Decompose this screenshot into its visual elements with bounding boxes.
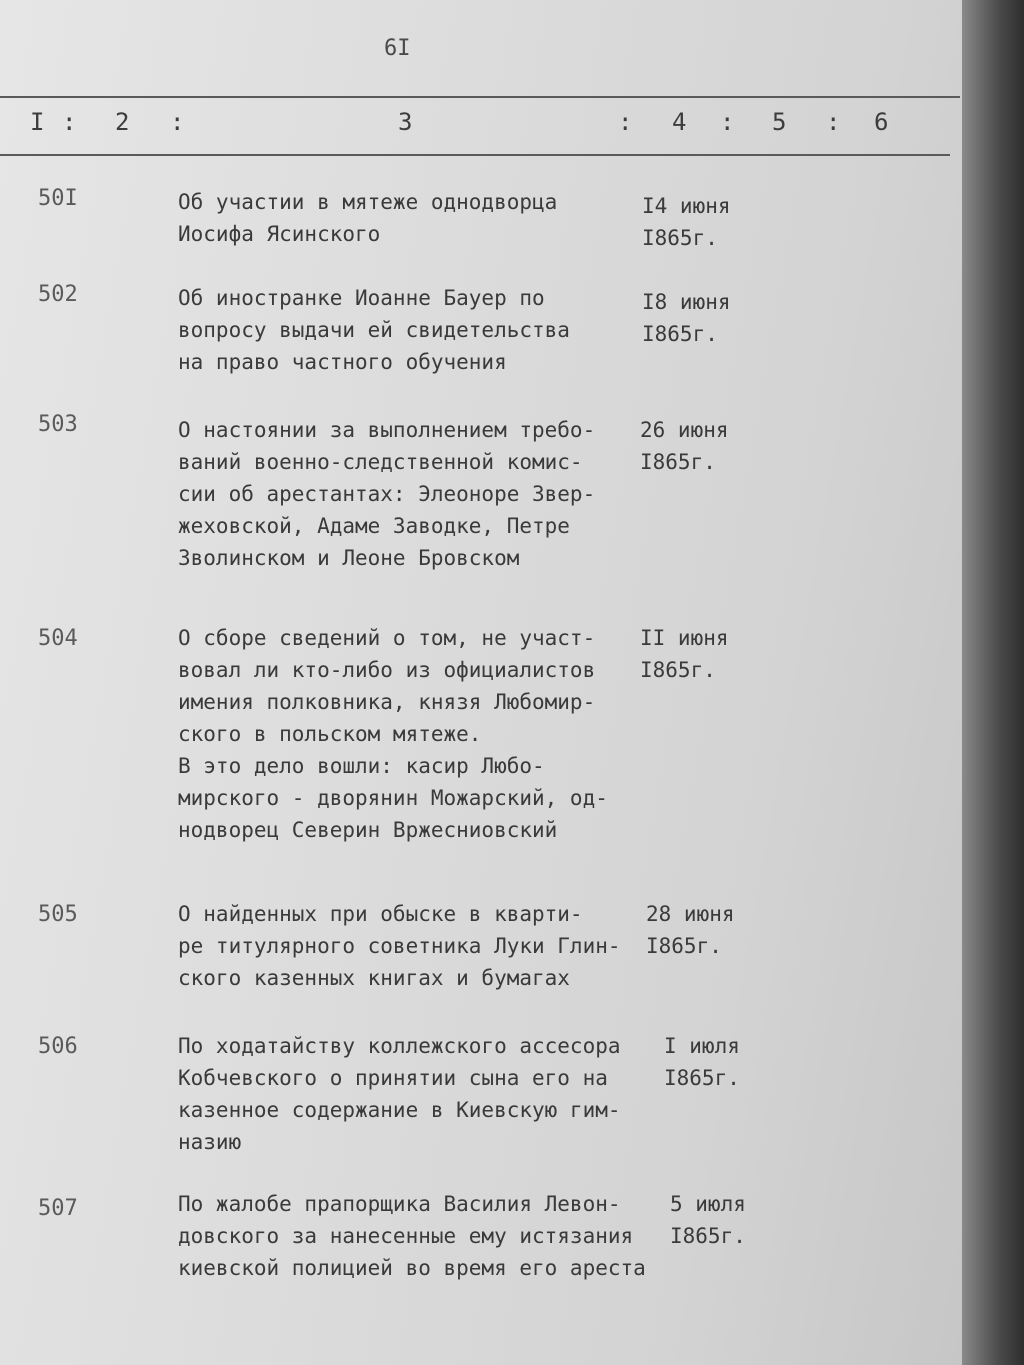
- header-col2: 2: [115, 108, 130, 136]
- entry-text: О сборе сведений о том, не участ- вовал ли кто-либо из официалистов имения полковника, князя Любомир- ского в польском мятеже. В это дело вошли: касир Любо- мирского - дворянин Можарский, од- нодворец Северин Вржесниовский: [178, 626, 608, 842]
- entry-text: О настоянии за выполнением требо- ваний военно-следственной комис- сии об арестантах: Элеоноре Звер- жеховской, Адаме Заводке, Петре Зволинском и Леоне Бровском: [178, 418, 596, 570]
- entry-number: 502: [38, 282, 78, 307]
- entry-text: О найденных при обыске в кварти- ре титулярного советника Луки Глин- ского казенных книгах и бумагах: [178, 902, 621, 990]
- entry-text: Об участии в мятеже однодворца Иосифа Ясинского: [178, 190, 558, 246]
- header-top-rule: [0, 96, 960, 98]
- page-number: 6I: [384, 36, 411, 61]
- entry-date: II июня I865г.: [640, 626, 729, 682]
- entry-date: 28 июня I865г.: [646, 902, 735, 958]
- entry-number: 503: [38, 412, 78, 437]
- entry-text: Об иностранке Иоанне Бауер по вопросу выдачи ей свидетельства на право частного обучения: [178, 286, 570, 374]
- entry-text: По ходатайству коллежского ассесора Кобчевского о принятии сына его на казенное содержание в Киевскую гим- назию: [178, 1034, 621, 1154]
- header-sep2: :: [170, 108, 185, 136]
- header-sep3: :: [618, 108, 633, 136]
- header-sep4: :: [720, 108, 735, 136]
- header-col5: 5: [772, 108, 787, 136]
- entry-number: 50I: [38, 186, 78, 211]
- header-sep5: :: [826, 108, 841, 136]
- entry-date: 26 июня I865г.: [640, 418, 729, 474]
- page-edge-shadow: [962, 0, 1024, 1365]
- entry-date: I июля I865г.: [664, 1034, 740, 1090]
- header-col3: 3: [398, 108, 413, 136]
- entry-number: 504: [38, 626, 78, 651]
- entry-text: По жалобе прапорщика Василия Левон- довского за нанесенные ему истязания киевской полицией во время его ареста: [178, 1192, 646, 1280]
- header-col4: 4: [672, 108, 687, 136]
- entry-date: 5 июля I865г.: [670, 1192, 746, 1248]
- header-col6: 6: [874, 108, 889, 136]
- header-bottom-rule: [0, 154, 950, 156]
- entry-number: 506: [38, 1034, 78, 1059]
- entry-date: I8 июня I865г.: [642, 290, 731, 346]
- entry-date: I4 июня I865г.: [642, 194, 731, 250]
- entry-number: 507: [38, 1196, 78, 1221]
- entry-number: 505: [38, 902, 78, 927]
- header-sep1: :: [62, 108, 77, 136]
- header-col1: I: [30, 108, 45, 136]
